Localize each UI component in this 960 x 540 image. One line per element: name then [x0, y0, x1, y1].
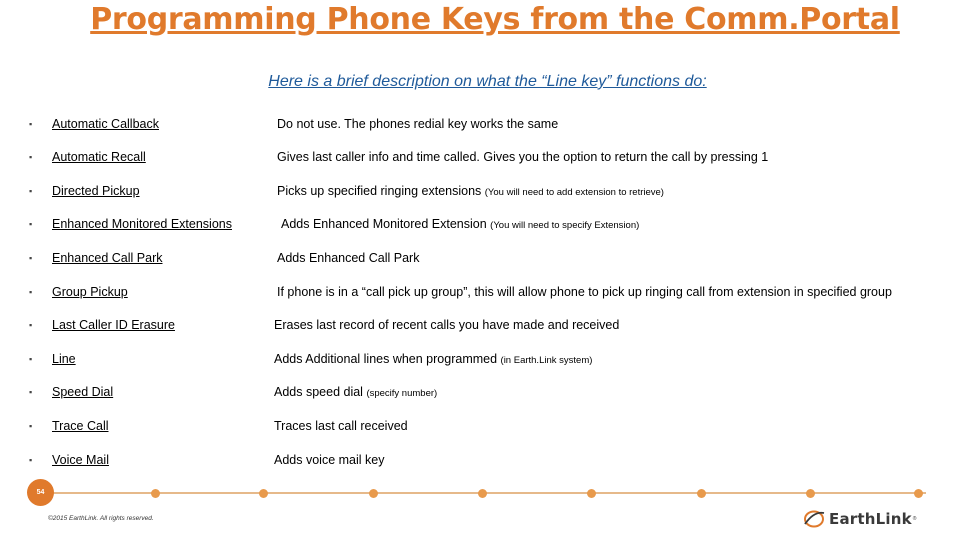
copyright-text: ©2015 EarthLink. All rights reserved.: [48, 515, 154, 522]
list-item: [0, 315, 960, 335]
earthlink-swoosh-icon: [803, 509, 825, 529]
list-item: [0, 214, 960, 234]
timeline-dot: [369, 489, 378, 498]
page-number: 54: [27, 479, 54, 506]
page-subtitle: Here is a brief description on what the “Line key” functions do:: [268, 73, 707, 90]
bullet-icon: ▪: [29, 287, 33, 297]
list-item: [0, 349, 960, 369]
key-description: Gives last caller info and time called. Gives you the option to return the call by pressing 1: [277, 150, 769, 164]
list-item: [0, 416, 960, 436]
timeline-dot: [806, 489, 815, 498]
bullet-icon: ▪: [29, 354, 33, 364]
bullet-icon: ▪: [29, 119, 33, 129]
key-description: If phone is in a “call pick up group”, this will allow phone to pick up ringing call from extension in specified group: [277, 285, 892, 299]
list-item: [0, 282, 960, 302]
list-item: [0, 114, 960, 134]
list-item: [0, 147, 960, 167]
list-item: [0, 248, 960, 268]
key-name: Enhanced Monitored Extensions: [52, 217, 232, 231]
key-name: Speed Dial: [52, 385, 114, 399]
key-name: Voice Mail: [52, 453, 109, 467]
timeline-dot: [259, 489, 268, 498]
key-name: Automatic Recall: [52, 150, 146, 164]
timeline-dot: [151, 489, 160, 498]
bullet-icon: ▪: [29, 421, 33, 431]
bullet-icon: ▪: [29, 253, 33, 263]
key-description: Adds voice mail key: [274, 453, 385, 467]
key-description: Picks up specified ringing extensions (You will need to add extension to retrieve): [277, 184, 664, 198]
timeline-dot: [478, 489, 487, 498]
key-name: Group Pickup: [52, 285, 128, 299]
key-description: Erases last record of recent calls you have made and received: [274, 318, 620, 332]
key-name: Last Caller ID Erasure: [52, 318, 175, 332]
earthlink-logo: [803, 508, 916, 530]
key-name: Directed Pickup: [52, 184, 140, 198]
key-description: Traces last call received: [274, 419, 408, 433]
key-name: Automatic Callback: [52, 117, 159, 131]
timeline-dot: [587, 489, 596, 498]
bullet-icon: ▪: [29, 152, 33, 162]
list-item: [0, 450, 960, 470]
bullet-icon: ▪: [29, 455, 33, 465]
bullet-icon: ▪: [29, 186, 33, 196]
bullet-icon: ▪: [29, 219, 33, 229]
timeline-dot: [697, 489, 706, 498]
key-name: Line: [52, 352, 76, 366]
key-description: Adds Enhanced Call Park: [277, 251, 420, 265]
logo-wordmark: EarthLink: [829, 510, 912, 528]
bullet-icon: ▪: [29, 387, 33, 397]
key-description: Adds Enhanced Monitored Extension (You will need to specify Extension): [281, 217, 640, 231]
key-description: Do not use. The phones redial key works the same: [277, 117, 559, 131]
list-item: [0, 382, 960, 402]
page-title: Programming Phone Keys from the Comm.Portal: [90, 2, 900, 37]
key-name: Enhanced Call Park: [52, 251, 163, 265]
key-name: Trace Call: [52, 419, 109, 433]
list-item: [0, 181, 960, 201]
bullet-icon: ▪: [29, 320, 33, 330]
logo-trademark: ®: [912, 516, 917, 522]
key-description: Adds Additional lines when programmed (in Earth.Link system): [274, 352, 593, 366]
key-description: Adds speed dial (specify number): [274, 385, 438, 399]
timeline-dot: [914, 489, 923, 498]
